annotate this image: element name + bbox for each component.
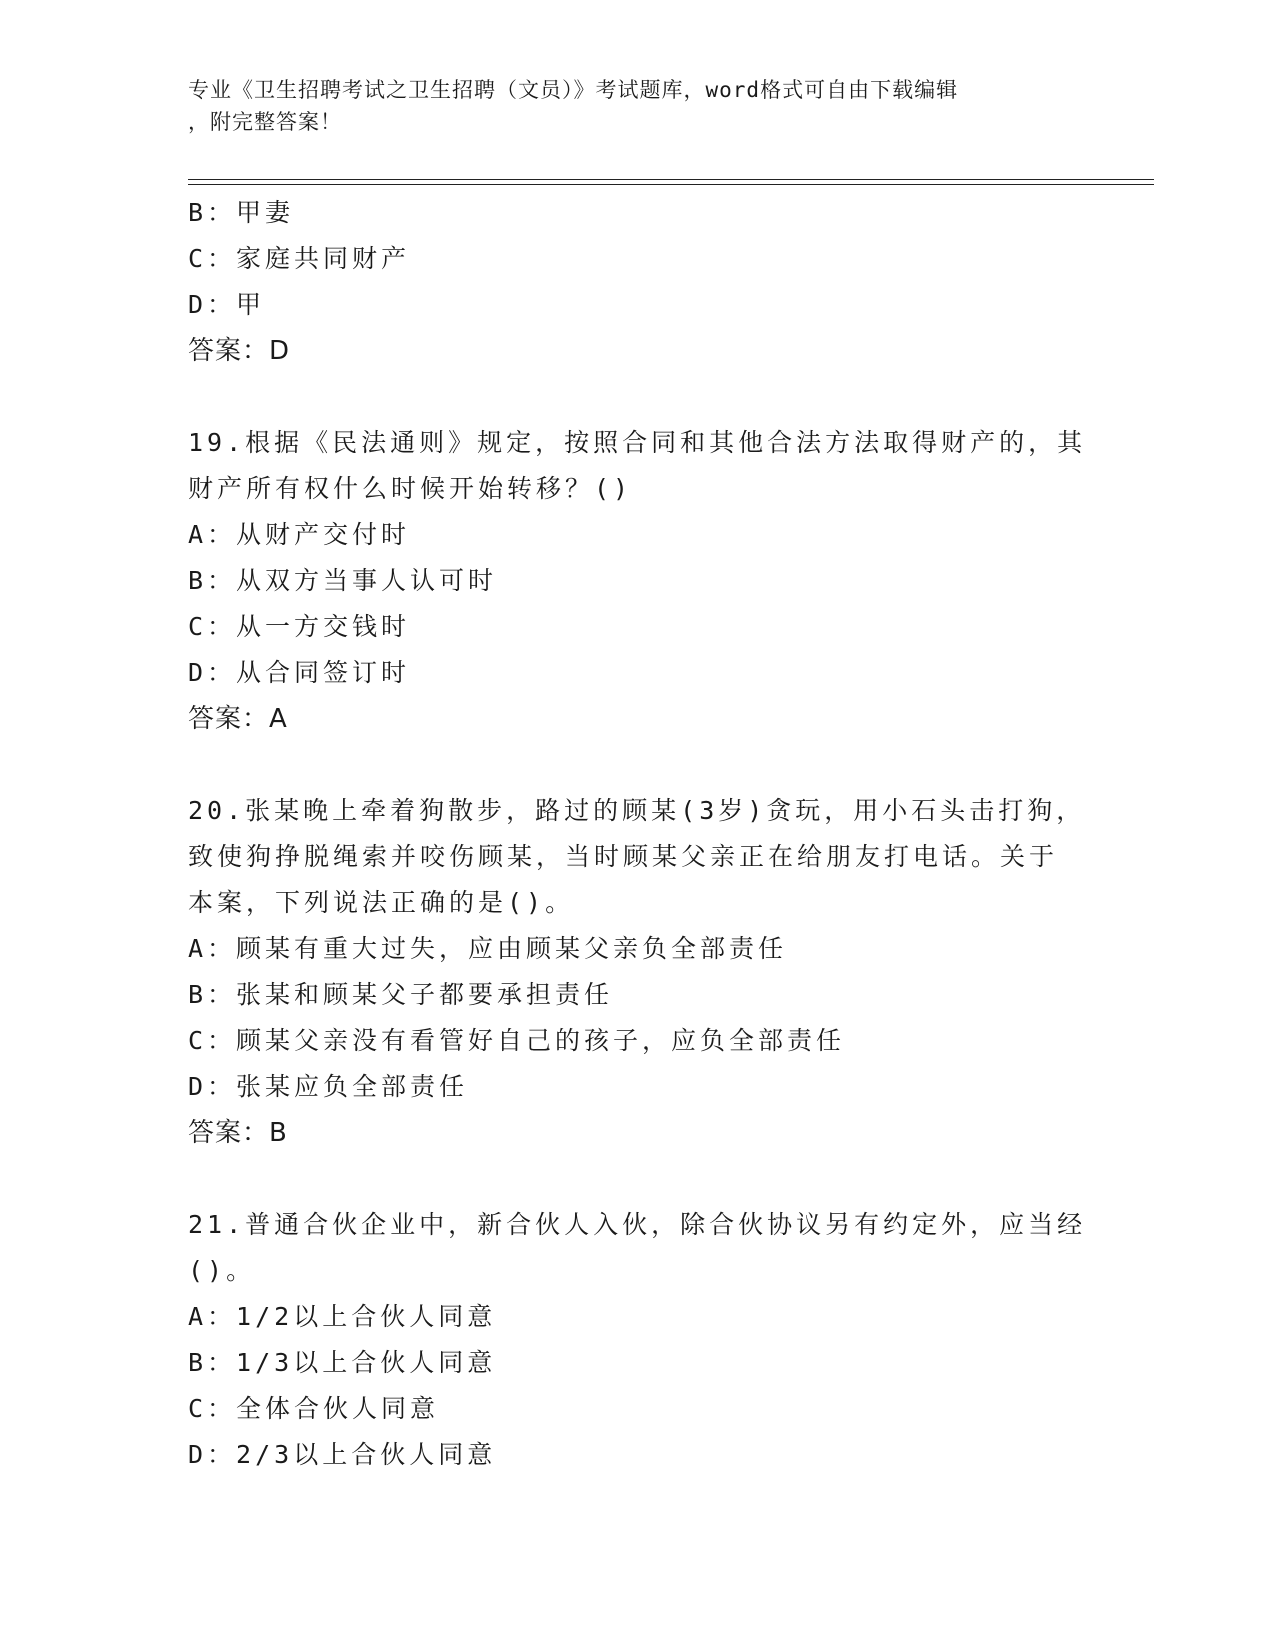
option-c: C：顾某父亲没有看管好自己的孩子，应负全部责任 <box>188 1026 846 1055</box>
option-c: C：全体合伙人同意 <box>188 1394 440 1423</box>
question-stem: 本案，下列说法正确的是()。 <box>188 888 575 917</box>
question-stem: 19.根据《民法通则》规定，按照合同和其他合法方法取得财产的，其 <box>188 428 1087 457</box>
option-c: C：从一方交钱时 <box>188 612 411 641</box>
option-a: A：从财产交付时 <box>188 520 411 549</box>
option-d: D：从合同签订时 <box>188 658 411 687</box>
option-d: D：2/3以上合伙人同意 <box>188 1440 497 1469</box>
option-a: A：顾某有重大过失，应由顾某父亲负全部责任 <box>188 934 788 963</box>
option-c: C：家庭共同财产 <box>188 244 411 273</box>
question-stem: 财产所有权什么时候开始转移？() <box>188 474 633 503</box>
question-18 <box>188 190 1088 374</box>
option-d: D：甲 <box>188 290 266 319</box>
option-b: B：从双方当事人认可时 <box>188 566 498 595</box>
question-list <box>188 190 1088 1478</box>
question-stem: ()。 <box>188 1256 256 1285</box>
answer-line: 答案：B <box>188 1118 288 1148</box>
spacer <box>188 1156 1088 1202</box>
header-divider-bottom <box>188 184 1154 185</box>
option-b: B：甲妻 <box>188 198 295 227</box>
option-b: B：张某和顾某父子都要承担责任 <box>188 980 614 1009</box>
question-21 <box>188 1202 1088 1478</box>
spacer <box>188 374 1088 420</box>
question-20 <box>188 788 1088 1156</box>
option-d: D：张某应负全部责任 <box>188 1072 469 1101</box>
answer-line: 答案：A <box>188 704 288 734</box>
question-stem: 致使狗挣脱绳索并咬伤顾某，当时顾某父亲正在给朋友打电话。关于 <box>188 842 1059 871</box>
question-stem: 20.张某晚上牵着狗散步，路过的顾某(3岁)贪玩，用小石头击打狗， <box>188 796 1086 825</box>
spacer <box>188 742 1088 788</box>
question-19 <box>188 420 1088 742</box>
question-stem: 21.普通合伙企业中，新合伙人入伙，除合伙协议另有约定外，应当经 <box>188 1210 1087 1239</box>
option-b: B：1/3以上合伙人同意 <box>188 1348 497 1377</box>
option-a: A：1/2以上合伙人同意 <box>188 1302 497 1331</box>
answer-line: 答案：D <box>188 336 291 366</box>
header-text-line-2: ，附完整答案！ <box>188 110 342 134</box>
document-header <box>188 74 1068 138</box>
header-text-line-1: 专业《卫生招聘考试之卫生招聘（文员）》考试题库，word格式可自由下载编辑 <box>188 78 959 102</box>
header-divider-top <box>188 179 1154 180</box>
